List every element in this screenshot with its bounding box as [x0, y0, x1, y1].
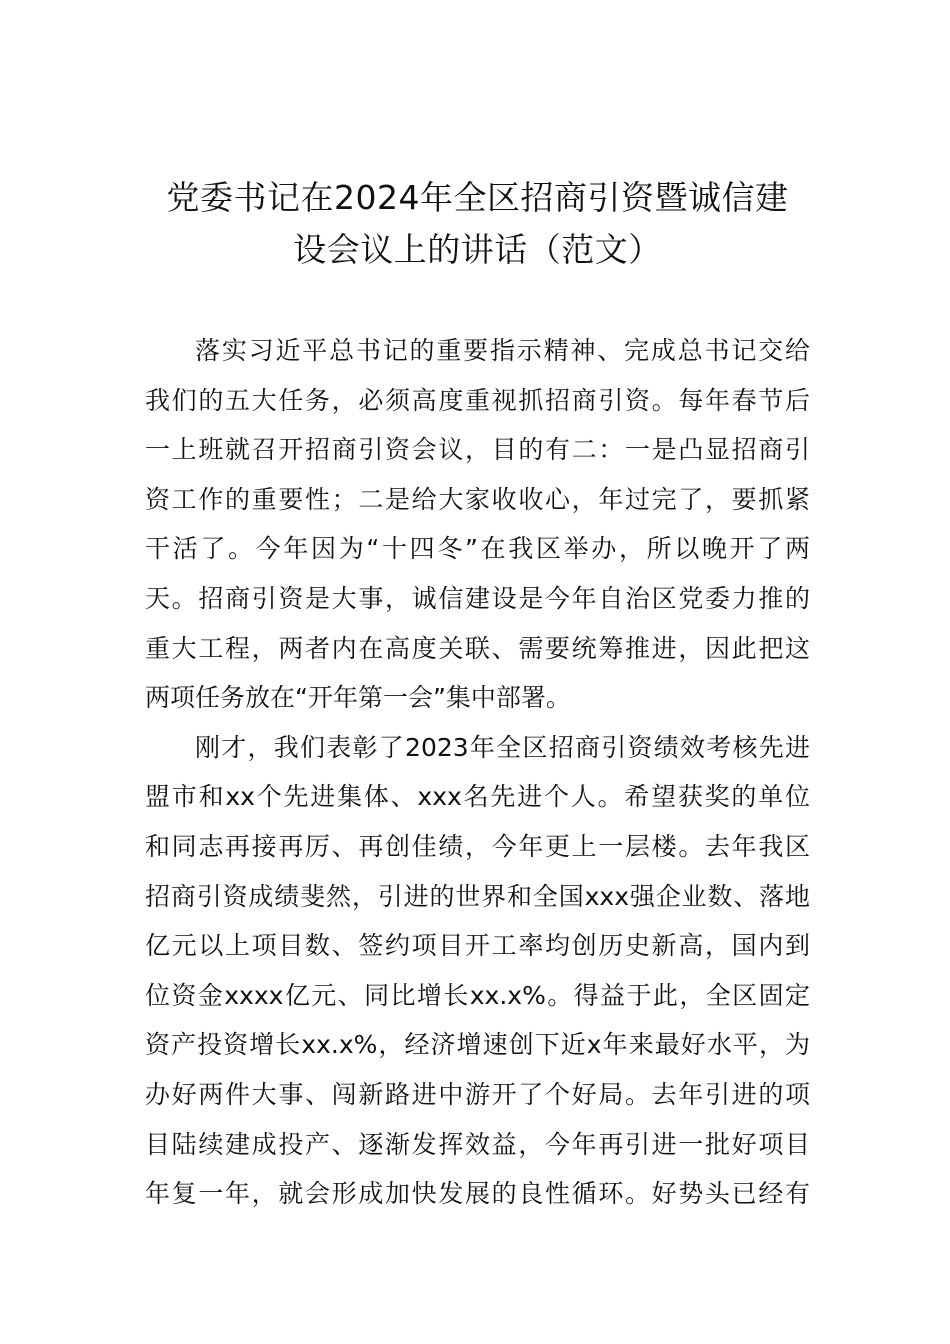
- paragraph-line: 资产投资增长xx.x%，经济增速创下近x年来最好水平，为: [145, 1030, 810, 1060]
- document-body: [145, 326, 810, 1219]
- paragraph-line: 干活了。今年因为“十四冬”在我区举办，所以晚开了两: [145, 534, 810, 564]
- paragraph-line: 资工作的重要性；二是给大家收收心，年过完了，要抓紧: [145, 484, 810, 514]
- paragraph-line: 一上班就召开招商引资会议，目的有二：一是凸显招商引: [145, 435, 810, 465]
- paragraph-line: 和同志再接再厉、再创佳绩，今年更上一层楼。去年我区: [145, 831, 810, 861]
- paragraph-line: 盟市和xx个先进集体、xxx名先进个人。希望获奖的单位: [145, 782, 810, 812]
- paragraph-line: 刚才，我们表彰了2023年全区招商引资绩效考核先进: [195, 732, 810, 762]
- title-line: 党委书记在2024年全区招商引资暨诚信建: [166, 178, 789, 217]
- paragraph-line: 办好两件大事、闯新路进中游开了个好局。去年引进的项: [145, 1079, 810, 1109]
- paragraph-1: [145, 326, 810, 723]
- paragraph-line: 年复一年，就会形成加快发展的良性循环。好势头已经有: [145, 1179, 810, 1209]
- paragraph-line: 招商引资成绩斐然，引进的世界和全国xxx强企业数、落地: [145, 881, 810, 911]
- paragraph-2: [145, 723, 810, 1219]
- paragraph-line: 落实习近平总书记的重要指示精神、完成总书记交给: [195, 336, 810, 365]
- document-title: [145, 172, 810, 276]
- paragraph-line: 亿元以上项目数、签约项目开工率均创历史新高，国内到: [145, 931, 810, 961]
- paragraph-line: 位资金xxxx亿元、同比增长xx.x%。得益于此，全区固定: [145, 980, 810, 1010]
- paragraph-line: 两项任务放在“开年第一会”集中部署。: [145, 683, 571, 713]
- paragraph-line: 天。招商引资是大事，诚信建设是今年自治区党委力推的: [145, 583, 810, 613]
- paragraph-line: 目陆续建成投产、逐渐发挥效益，今年再引进一批好项目: [145, 1129, 810, 1159]
- paragraph-line: 重大工程，两者内在高度关联、需要统筹推进，因此把这: [145, 633, 810, 663]
- paragraph-line: 我们的五大任务，必须高度重视抓招商引资。每年春节后: [145, 385, 810, 415]
- title-line: 设会议上的讲话（范文）: [293, 230, 662, 269]
